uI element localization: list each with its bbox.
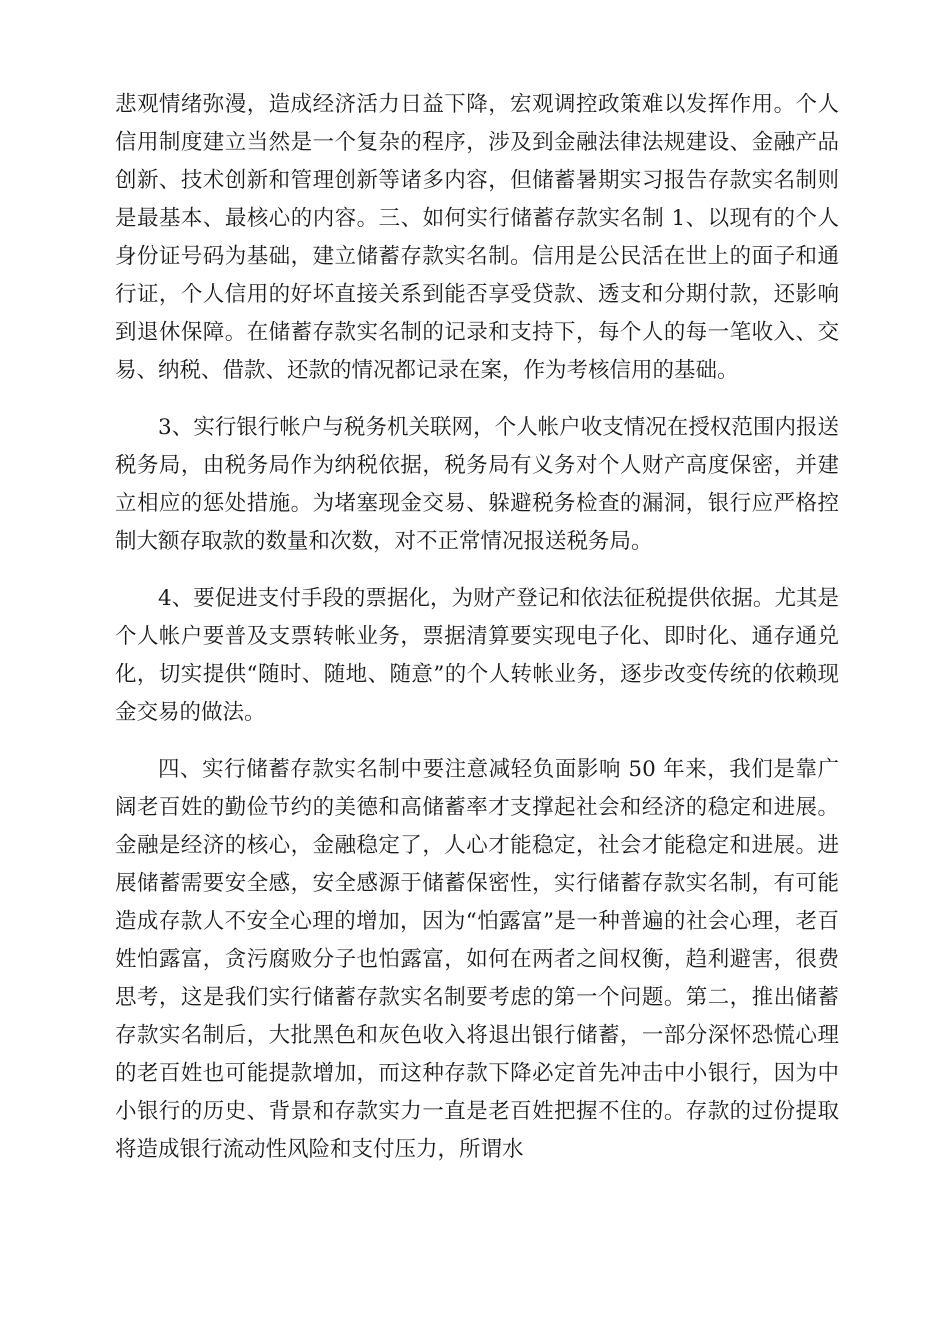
- paragraph-2: 3、实行银行帐户与税务机关联网，个人帐户收支情况在授权范围内报送税务局，由税务局作为纳税依据，税务局有义务对个人财产高度保密，并建立相应的惩处措施。为堵塞现金交易、躲避税务检查的漏洞，银行应严格控制大额存取款的数量和次数，对不正常情况报送税务局。: [115, 415, 839, 554]
- paragraph-4: 四、实行储蓄存款实名制中要注意减轻负面影响 50 年来，我们是靠广阔老百姓的勤俭节约的美德和高储蓄率才支撑起社会和经济的稳定和进展。金融是经济的核心，金融稳定了，人心才能稳定，社会才能稳定和进展。进展储蓄需要安全感，安全感源于储蓄保密性，实行储蓄存款实名制，有可能造成存款人不安全心理的增加，因为“怕露富”是一种普遍的社会心理，老百姓怕露富，贪污腐败分子也怕露富，如何在两者之间权衡，趋利避害，很费思考，这是我们实行储蓄存款实名制要考虑的第一个问题。第二，推出储蓄存款实名制后，大批黑色和灰色收入将退出银行储蓄，一部分深怀恐慌心理的老百姓也可能提款增加，而这种存款下降必定首先冲击中小银行，因为中小银行的历史、背景和存款实力一直是老百姓把握不住的。存款的过份提取将造成银行流动性风险和支付压力，所谓水: [115, 757, 839, 1162]
- paragraph-1: 悲观情绪弥漫，造成经济活力日益下降，宏观调控政策难以发挥作用。个人信用制度建立当然是一个复杂的程序，涉及到金融法律法规建设、金融产品创新、技术创新和管理创新等诸多内容，但储蓄暑期实习报告存款实名制则是最基本、最核心的内容。三、如何实行储蓄存款实名制 1、以现有的个人身份证号码为基础，建立储蓄存款实名制。信用是公民活在世上的面子和通行证，个人信用的好坏直接关系到能否享受贷款、透支和分期付款，还影响到退休保障。在储蓄存款实名制的记录和支持下，每个人的每一笔收入、交易、纳税、借款、还款的情况都记录在案，作为考核信用的基础。: [115, 92, 839, 383]
- paragraph-3: 4、要促进支付手段的票据化，为财产登记和依法征税提供依据。尤其是个人帐户要普及支票转帐业务，票据清算要实现电子化、即时化、通存通兑化，切实提供“随时、随地、随意”的个人转帐业务，逐步改变传统的依赖现金交易的做法。: [115, 586, 839, 725]
- document-body: [115, 86, 839, 1188]
